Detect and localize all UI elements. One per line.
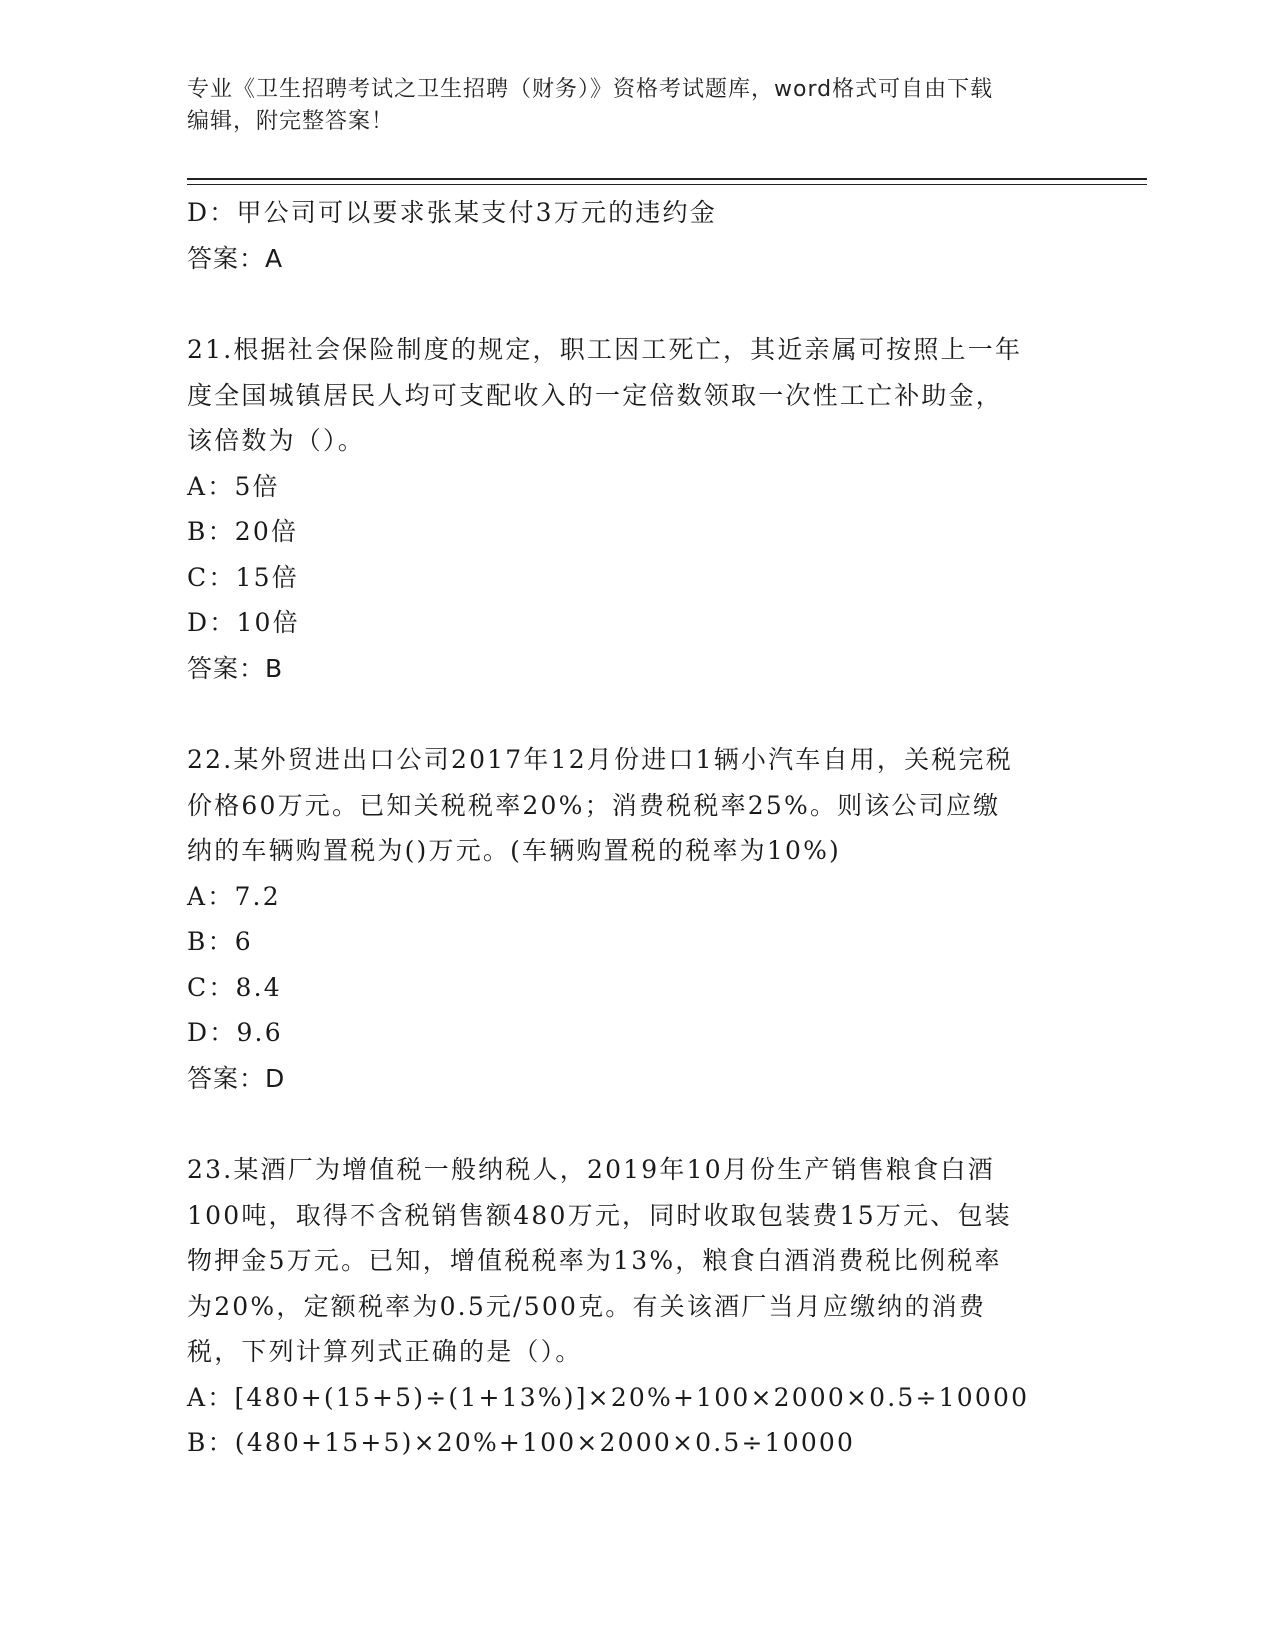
- prev-option-d: D：甲公司可以要求张某支付3万元的违约金: [187, 198, 717, 227]
- question-22-line-3: 纳的车辆购置税为()万元。(车辆购置税的税率为10%): [187, 836, 841, 865]
- header-line-2: 编辑，附完整答案！: [187, 109, 395, 134]
- question-21-line-3: 该倍数为（）。: [187, 426, 365, 455]
- document-header: [187, 74, 1067, 138]
- question-23-option-b: B：(480+15+5)×20%+100×2000×0.5÷10000: [187, 1428, 856, 1457]
- question-22-line-1: 22.某外贸进出口公司2017年12月份进口1辆小汽车自用，关税完税: [187, 745, 1013, 774]
- question-22-option-d: D：9.6: [187, 1018, 283, 1047]
- question-23-line-2: 100吨，取得不含税销售额480万元，同时收取包装费15万元、包装: [187, 1200, 1012, 1230]
- question-22: [187, 737, 1087, 1101]
- question-23-option-a: A：[480+(15+5)÷(1+13%)]×20%+100×2000×0.5÷10000: [187, 1382, 1030, 1412]
- question-21-line-1: 21.根据社会保险制度的规定，职工因工死亡，其近亲属可按照上一年: [187, 335, 1023, 364]
- spacer: [187, 1101, 1087, 1147]
- header-divider-thin: [187, 184, 1147, 185]
- question-21-option-b: B：20倍: [187, 517, 299, 546]
- question-21-option-c: C：15倍: [187, 562, 299, 592]
- question-23: [187, 1147, 1087, 1466]
- question-22-answer: 答案：D: [187, 1063, 286, 1093]
- question-22-line-2: 价格60万元。已知关税税率20%；消费税税率25%。则该公司应缴: [187, 790, 1001, 820]
- question-21: [187, 327, 1087, 691]
- prev-answer: 答案：A: [187, 243, 284, 273]
- question-23-line-3: 物押金5万元。已知，增值税税率为13%，粮食白酒消费税比例税率: [187, 1246, 1002, 1275]
- question-22-option-c: C：8.4: [187, 972, 282, 1002]
- question-22-option-a: A：7.2: [187, 881, 281, 911]
- document-body: [187, 190, 1087, 1466]
- question-22-option-b: B：6: [187, 927, 253, 956]
- question-21-line-2: 度全国城镇居民人均可支配收入的一定倍数领取一次性工亡补助金，: [187, 380, 1004, 410]
- question-23-line-1: 23.某酒厂为增值税一般纳税人，2019年10月份生产销售粮食白酒: [187, 1155, 995, 1184]
- question-21-answer: 答案：B: [187, 653, 284, 683]
- question-21-option-a: A：5倍: [187, 471, 280, 501]
- question-23-line-4: 为20%，定额税率为0.5元/500克。有关该酒厂当月应缴纳的消费: [187, 1291, 987, 1321]
- spacer: [187, 691, 1087, 737]
- header-line-1: 专业《卫生招聘考试之卫生招聘（财务）》资格考试题库，word格式可自由下载: [187, 77, 994, 102]
- header-divider-thick: [187, 178, 1147, 180]
- spacer: [187, 281, 1087, 327]
- question-23-line-5: 税，下列计算列式正确的是（）。: [187, 1337, 583, 1366]
- question-21-option-d: D：10倍: [187, 608, 300, 637]
